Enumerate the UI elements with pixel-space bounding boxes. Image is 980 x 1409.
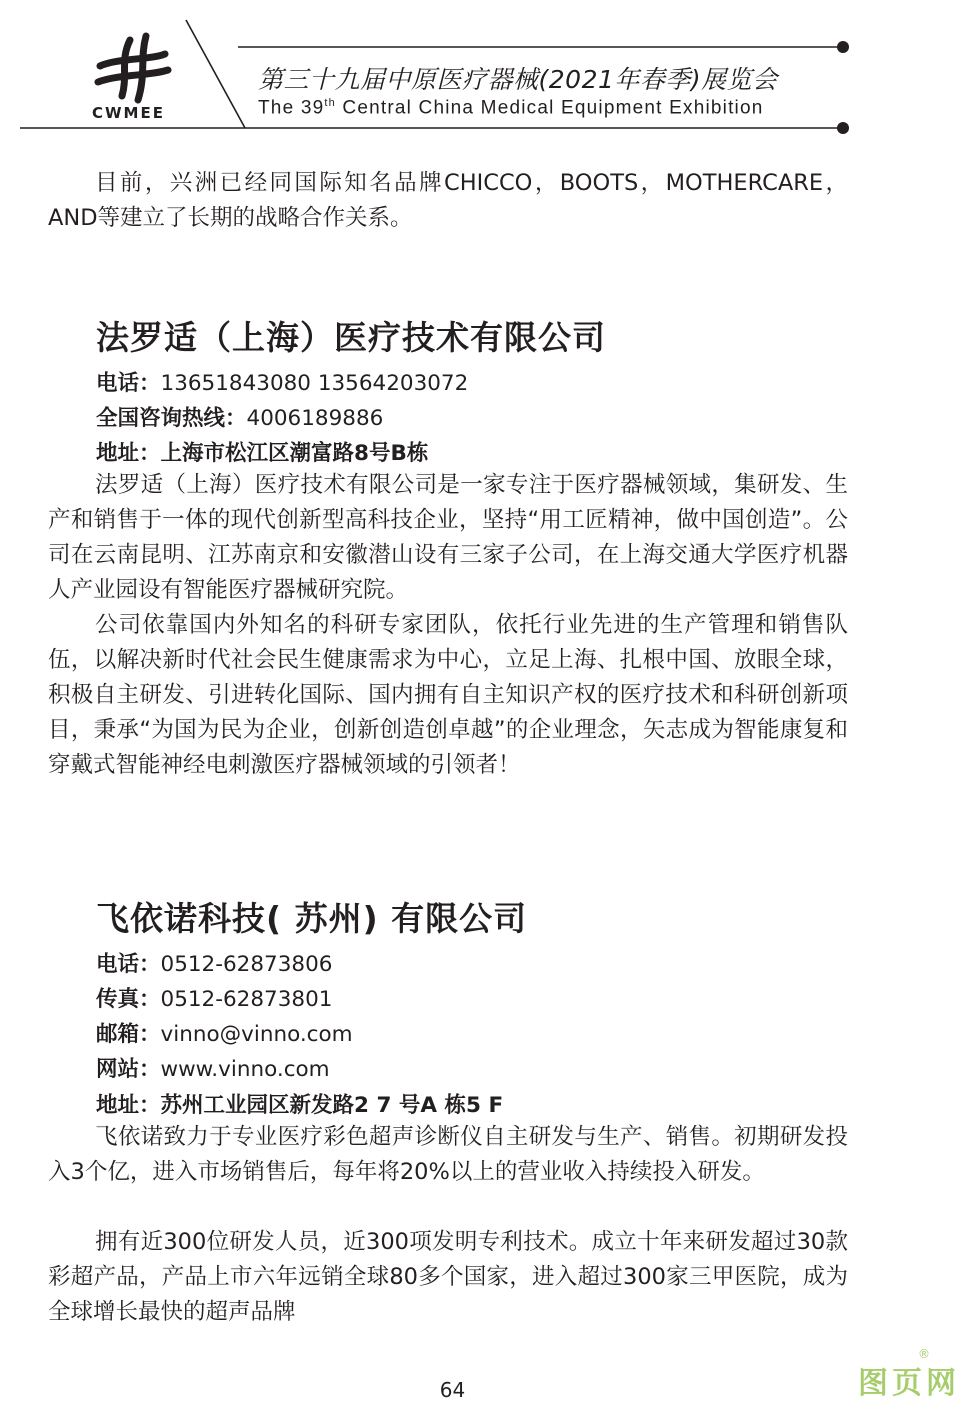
intro-paragraph: 目前，兴洲已经同国际知名品牌CHICCO，BOOTS，MOTHERCARE，AND等建立了长期的战略合作关系。	[48, 170, 848, 231]
title-en-prefix: The 39	[258, 97, 325, 119]
company2-website-label: 网站：	[96, 1057, 161, 1082]
cwmee-logo-icon	[98, 36, 168, 100]
company1-hotline	[96, 401, 383, 432]
company2-email	[96, 1017, 353, 1048]
company2-fax-value: 0512-62873801	[160, 987, 333, 1012]
logo-text: CWMEE	[92, 104, 165, 122]
watermark-logo: 图页网	[858, 1366, 960, 1401]
company2-email-value: vinno@vinno.com	[160, 1022, 353, 1047]
company1-address-value: 上海市松江区潮富路8号B栋	[160, 441, 429, 466]
company2-phone	[96, 947, 332, 978]
page-header	[0, 0, 980, 150]
company2-fax	[96, 982, 332, 1013]
title-en-sup: th	[324, 97, 336, 109]
company2-address-label: 地址：	[96, 1093, 161, 1118]
company1-phone-label: 电话：	[96, 371, 161, 396]
company1-address	[96, 436, 428, 467]
company1-hotline-label: 全国咨询热线：	[96, 406, 247, 431]
company1-phone	[96, 366, 468, 397]
company2-website	[96, 1052, 330, 1083]
company2-address-value: 苏州工业园区新发路2 7 号A 栋5 F	[160, 1093, 504, 1118]
company1-paragraph-1: 法罗适（上海）医疗技术有限公司是一家专注于医疗器械领域，集研发、生产和销售于一体的现代创新型高科技企业，坚持“用工匠精神，做中国创造”。公司在云南昆明、江苏南京和安徽潜山设有三家子公司，在上海交通大学医疗机器人产业园设有智能医疗器械研究院。	[48, 472, 848, 603]
page-number: 64	[439, 1378, 466, 1402]
company1-phone-value: 13651843080 13564203072	[160, 371, 469, 396]
exhibition-title-en	[258, 97, 764, 119]
company2-name: 飞依诺科技( 苏州) 有限公司	[96, 899, 528, 938]
company2-website-value: www.vinno.com	[160, 1057, 330, 1082]
registered-mark: ®	[918, 1347, 930, 1361]
company2-email-label: 邮箱：	[96, 1022, 161, 1047]
company2-phone-label: 电话：	[96, 952, 161, 977]
company1-hotline-value: 4006189886	[246, 406, 384, 431]
exhibition-title-cn: 第三十九届中原医疗器械(2021年春季)展览会	[258, 65, 778, 94]
title-en-suffix: Central China Medical Equipment Exhibition	[335, 97, 764, 119]
company2-address	[96, 1088, 503, 1119]
company2-phone-value: 0512-62873806	[160, 952, 333, 977]
company2-fax-label: 传真：	[96, 987, 161, 1012]
company2-paragraph-2: 拥有近300位研发人员，近300项发明专利技术。成立十年来研发超过30款彩超产品，产品上市六年远销全球80多个国家，进入超过300家三甲医院，成为全球增长最快的超声品牌	[48, 1229, 848, 1325]
company1-paragraph-2: 公司依靠国内外知名的科研专家团队，依托行业先进的生产管理和销售队伍，以解决新时代社会民生健康需求为中心，立足上海、扎根中国、放眼全球，积极自主研发、引进转化国际、国内拥有自主知识产权的医疗技术和科研创新项目，秉承“为国为民为企业，创新创造创卓越”的企业理念，矢志成为智能康复和穿戴式智能神经电刺激医疗器械领域的引领者！	[48, 612, 848, 778]
company1-address-label: 地址：	[96, 441, 161, 466]
company2-paragraph-1: 飞依诺致力于专业医疗彩色超声诊断仪自主研发与生产、销售。初期研发投入3个亿，进入市场销售后，每年将20%以上的营业收入持续投入研发。	[48, 1124, 848, 1185]
company1-name: 法罗适（上海）医疗技术有限公司	[96, 318, 606, 357]
